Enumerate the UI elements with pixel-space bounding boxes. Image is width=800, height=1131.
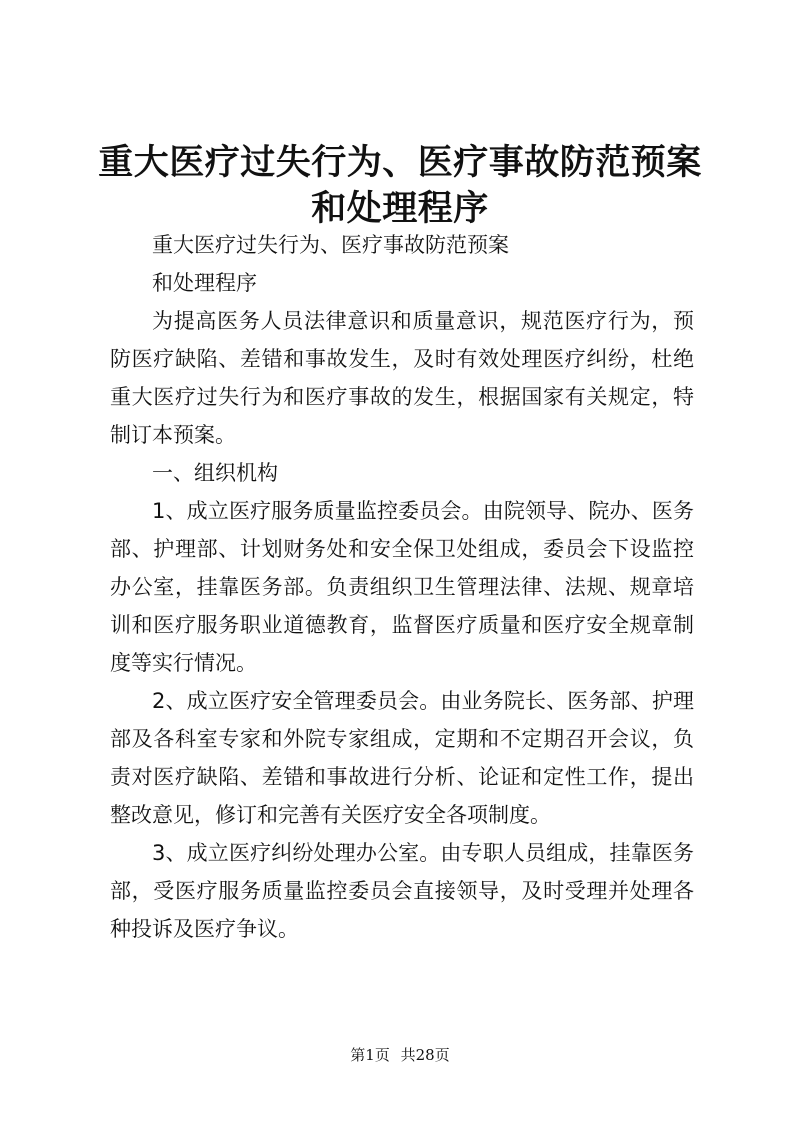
paragraph-item-2: 2、成立医疗安全管理委员会。由业务院长、医务部、护理部及各科室专家和外院专家组成，定期和不定期召开会议，负责对医疗缺陷、差错和事故进行分析、论证和定性工作，提出整改意见，修订和完善有关医疗安全各项制度。 — [110, 689, 694, 827]
intro-paragraph: 为提高医务人员法律意识和质量意识，规范医疗行为，预防医疗缺陷、差错和事故发生，及时有效处理医疗纠纷，杜绝重大医疗过失行为和医疗事故的发生，根据国家有关规定，特制订本预案。 — [110, 309, 694, 447]
document-title: 重大医疗过失行为、医疗事故防范预案和处理程序 — [98, 142, 702, 229]
paragraph-item-3: 3、成立医疗纠纷处理办公室。由专职人员组成，挂靠医务部，受医疗服务质量监控委员会直接领导，及时受理并处理各种投诉及医疗争议。 — [110, 841, 694, 941]
document-body — [110, 226, 694, 948]
page-footer — [0, 1045, 800, 1065]
subtitle-line-2: 和处理程序 — [152, 271, 257, 295]
section-heading-organization: 一、组织机构 — [152, 461, 278, 485]
page-total: 共28页 — [400, 1046, 450, 1064]
subtitle-line-1: 重大医疗过失行为、医疗事故防范预案 — [152, 233, 509, 257]
page-number: 第1页 — [350, 1046, 390, 1064]
paragraph-item-1: 1、成立医疗服务质量监控委员会。由院领导、院办、医务部、护理部、计划财务处和安全保卫处组成，委员会下设监控办公室，挂靠医务部。负责组织卫生管理法律、法规、规章培训和医疗服务职业道德教育，监督医疗质量和医疗安全规章制度等实行情况。 — [110, 499, 694, 675]
